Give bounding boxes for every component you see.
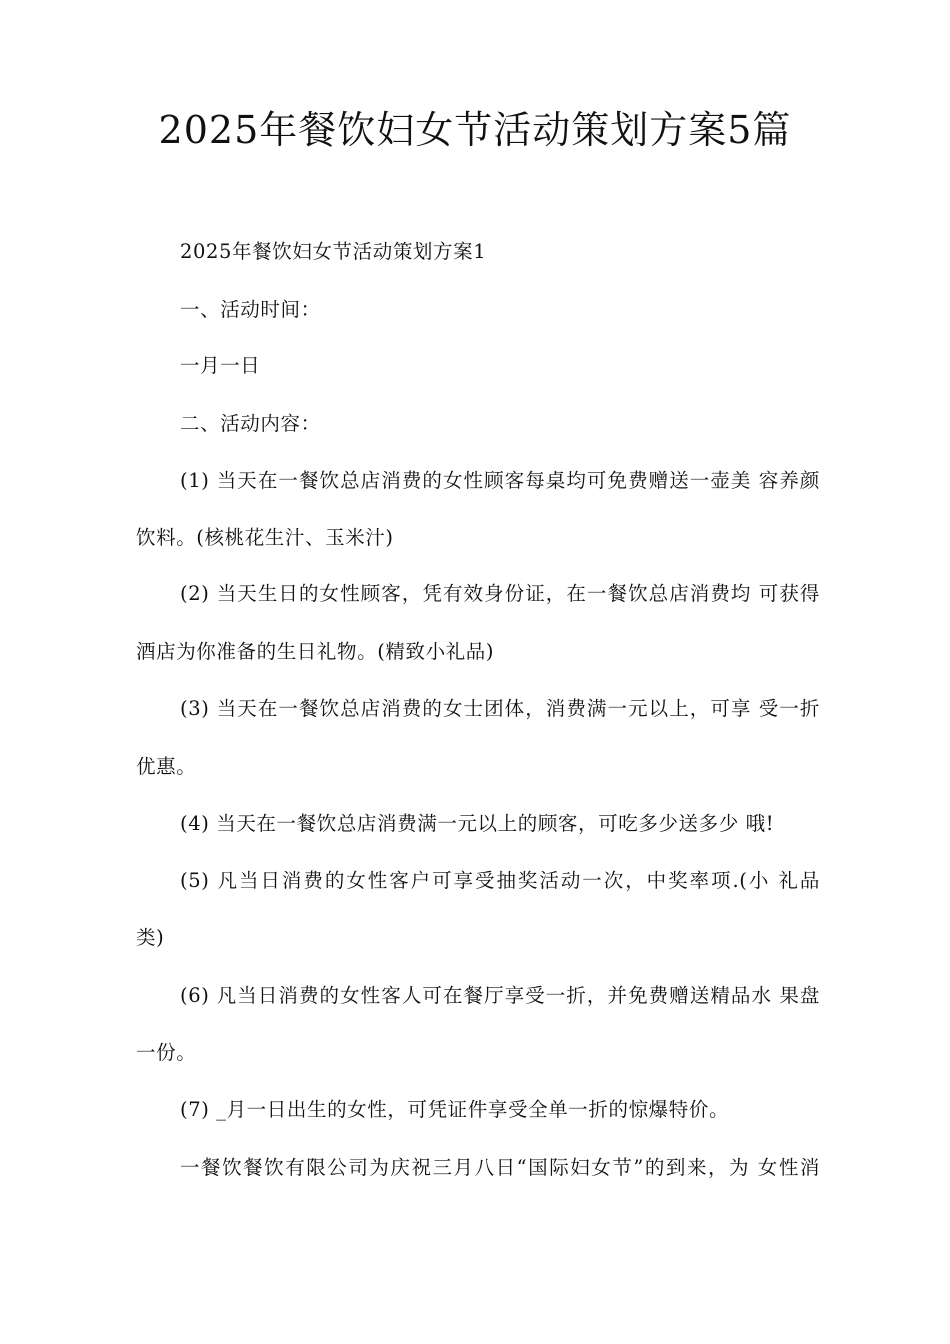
item-5-line-2: 类) (136, 926, 165, 949)
section-value-time: 一月一日 (180, 354, 261, 377)
item-7-line-1: (7) _月一日出生的女性，可凭证件享受全单一折的惊爆特价。 (180, 1098, 730, 1121)
item-3-line-2: 优惠。 (136, 755, 197, 778)
item-1-line-2: 饮料。(核桃花生汁、玉米汁) (136, 526, 394, 549)
plan-subtitle: 2025年餐饮妇女节活动策划方案1 (180, 240, 487, 263)
item-5-line-1: (5) 凡当日消费的女性客户可享受抽奖活动一次，中奖率项.(小 礼品 (180, 869, 820, 892)
item-6-line-2: 一份。 (136, 1041, 197, 1064)
item-6-line-1: (6) 凡当日消费的女性客人可在餐厅享受一折，并免费赠送精品水 果盘 (180, 984, 820, 1007)
document-title: 2025年餐饮妇女节活动策划方案5篇 (158, 108, 792, 152)
section-heading-content: 二、活动内容： (180, 412, 321, 435)
closing-paragraph-line-1: 一餐饮餐饮有限公司为庆祝三月八日“国际妇女节”的到来，为 女性消 (180, 1156, 820, 1179)
item-3-line-1: (3) 当天在一餐饮总店消费的女士团体，消费满一元以上，可享 受一折 (180, 697, 820, 720)
item-1-line-1: (1) 当天在一餐饮总店消费的女性顾客每桌均可免费赠送一壶美 容养颜 (180, 469, 820, 492)
section-heading-time: 一、活动时间： (180, 298, 321, 321)
item-4-line-1: (4) 当天在一餐饮总店消费满一元以上的顾客，可吃多少送多少 哦! (180, 812, 775, 835)
item-2-line-1: (2) 当天生日的女性顾客，凭有效身份证，在一餐饮总店消费均 可获得 (180, 582, 820, 605)
item-2-line-2: 酒店为你准备的生日礼物。(精致小礼品) (136, 640, 495, 663)
